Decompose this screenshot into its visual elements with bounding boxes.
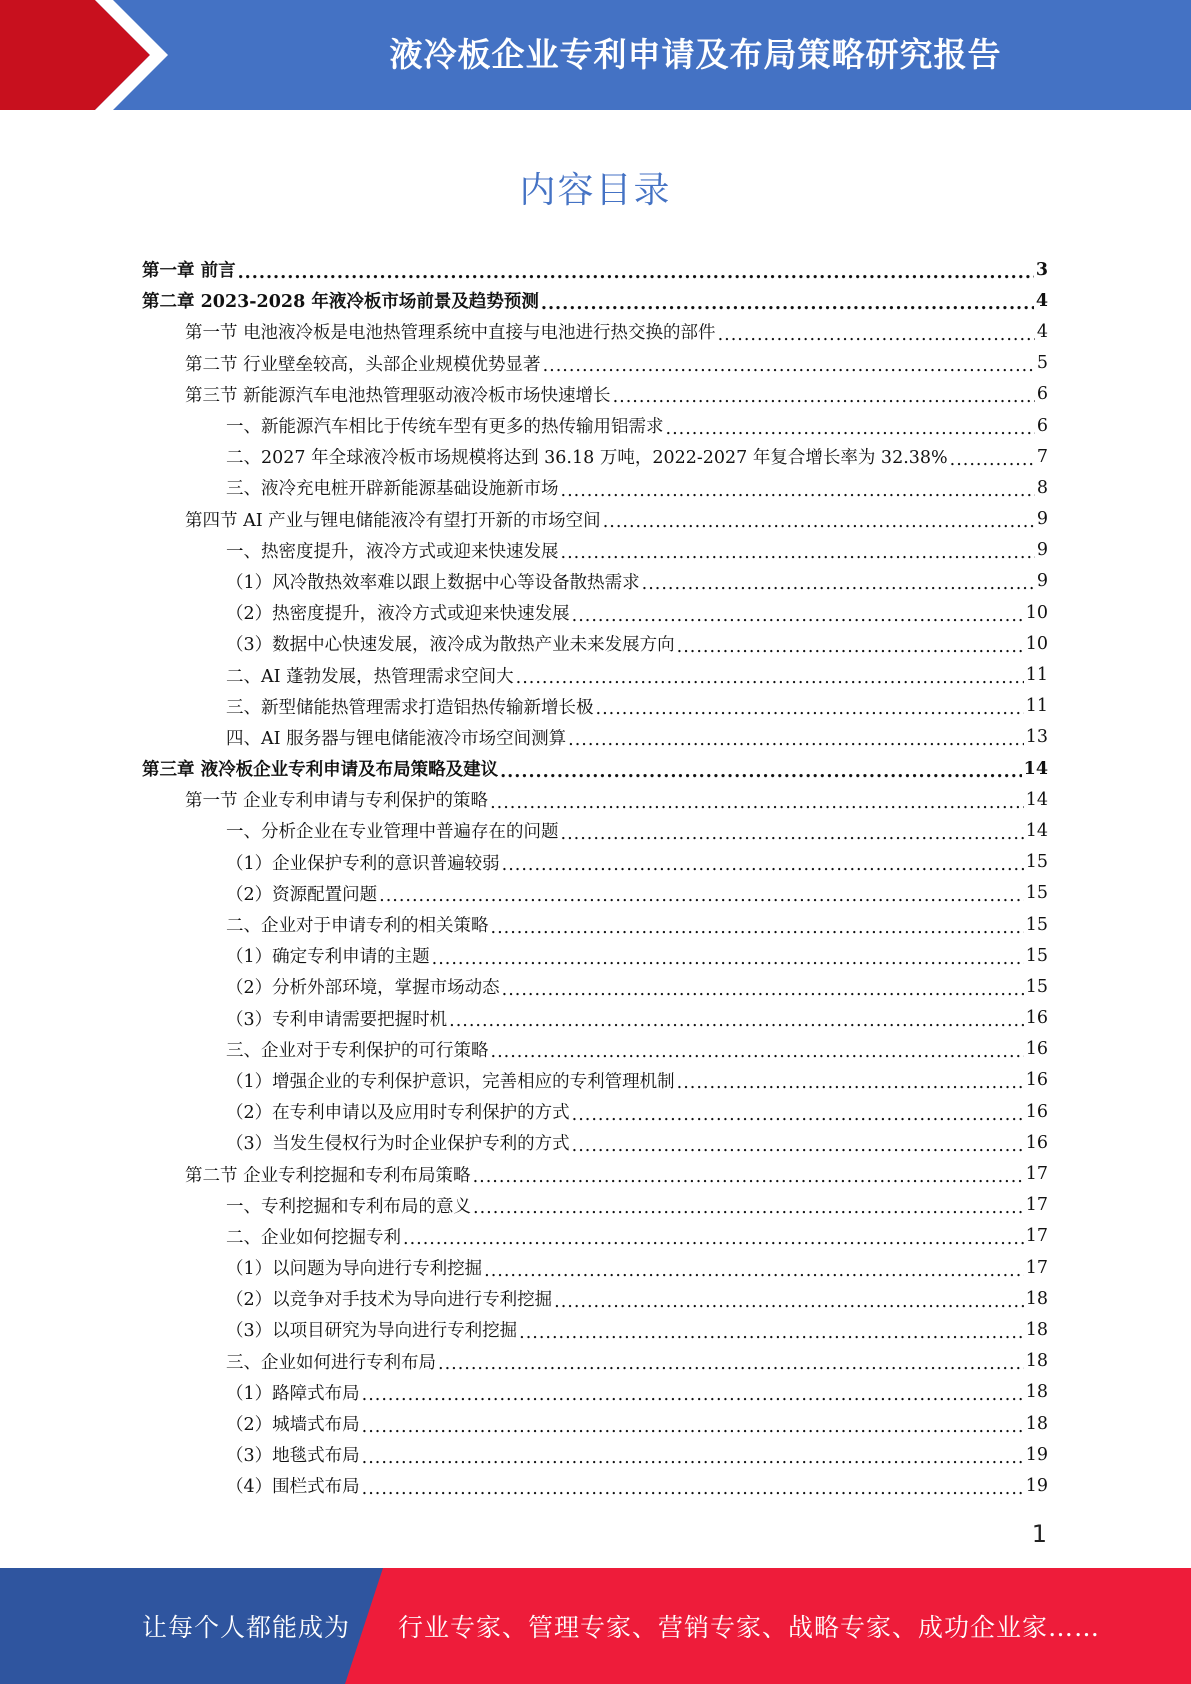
toc-entry-page: 15 [1025, 852, 1048, 873]
toc-entry-page: 9 [1036, 571, 1048, 592]
page-number: 1 [1031, 1520, 1047, 1548]
toc-entry-page: 11 [1025, 665, 1048, 686]
toc-entry-page: 9 [1036, 540, 1048, 561]
toc-entry-text: （3）当发生侵权行为时企业保护专利的方式 [226, 1134, 570, 1155]
toc-entry[interactable] [0, 285, 1191, 316]
toc-entry[interactable] [0, 691, 1191, 722]
footer-slogan-left: 让每个人都能成为 [142, 1613, 351, 1642]
toc-entry-text: （1）路障式布局 [226, 1383, 360, 1404]
toc-entry[interactable] [0, 1439, 1191, 1470]
toc-leader-dots [502, 855, 1024, 875]
toc-entry-page: 16 [1025, 1070, 1048, 1091]
toc-entry[interactable] [0, 1158, 1191, 1189]
toc-leader-dots [473, 1198, 1024, 1218]
toc-entry-text: 三、企业对于专利保护的可行策略 [226, 1040, 489, 1061]
toc-leader-dots [613, 387, 1035, 407]
toc-leader-dots [238, 263, 1034, 283]
toc-entry-text: 二、2027 年全球液冷板市场规模将达到 36.18 万吨，2022-2027 年复合增长率为 32.38% [226, 448, 948, 469]
toc-entry-page: 16 [1025, 1008, 1048, 1029]
toc-entry[interactable] [0, 815, 1191, 846]
toc-entry[interactable] [0, 1221, 1191, 1252]
toc-entry-text: （3）数据中心快速发展，液冷成为散热产业未来发展方向 [226, 635, 675, 656]
toc-leader-dots [543, 356, 1035, 376]
toc-entry-page: 4 [1036, 321, 1048, 342]
toc-entry-page: 15 [1025, 945, 1048, 966]
toc-entry-page: 15 [1025, 976, 1048, 997]
toc-entry[interactable] [0, 597, 1191, 628]
toc-entry[interactable] [0, 1034, 1191, 1065]
toc-entry-text: 一、分析企业在专业管理中普遍存在的问题 [226, 822, 559, 843]
toc-leader-dots [541, 294, 1034, 314]
toc-entry-page: 6 [1036, 415, 1048, 436]
toc-entry-text: （3）以项目研究为导向进行专利挖掘 [226, 1321, 518, 1342]
toc-entry-page: 18 [1025, 1413, 1048, 1434]
toc-entry-page: 17 [1025, 1257, 1048, 1278]
toc-entry[interactable] [0, 722, 1191, 753]
toc-entry[interactable] [0, 316, 1191, 347]
toc-entry-page: 5 [1036, 353, 1048, 374]
toc-leader-dots [519, 1323, 1024, 1343]
footer-banner [0, 1568, 1191, 1684]
toc-entry-page: 16 [1025, 1101, 1048, 1122]
toc-leader-dots [572, 606, 1024, 626]
toc-leader-dots [596, 699, 1024, 719]
toc-entry-page: 19 [1025, 1444, 1048, 1465]
toc-entry-text: （3）地毯式布局 [226, 1446, 360, 1467]
toc-entry[interactable] [0, 379, 1191, 410]
toc-entry[interactable] [0, 1003, 1191, 1034]
toc-leader-dots [438, 1354, 1024, 1374]
toc-entry[interactable] [0, 909, 1191, 940]
toc-entry-text: 第三章 液冷板企业专利申请及布局策略及建议 [142, 760, 499, 781]
toc-entry[interactable] [0, 971, 1191, 1002]
toc-entry[interactable] [0, 1470, 1191, 1501]
toc-leader-dots [677, 1073, 1024, 1093]
toc-entry-text: 第二章 2023-2028 年液冷板市场前景及趋势预测 [142, 292, 539, 313]
toc-leader-dots [432, 949, 1024, 969]
toc-leader-dots [500, 762, 1022, 782]
footer-slogan-right: 行业专家、管理专家、营销专家、战略专家、成功企业家…… [398, 1613, 1101, 1642]
toc-leader-dots [572, 1136, 1024, 1156]
toc-entry[interactable] [0, 1408, 1191, 1439]
toc-leader-dots [449, 1011, 1024, 1031]
toc-entry-page: 4 [1035, 290, 1048, 311]
toc-entry[interactable] [0, 628, 1191, 659]
toc-leader-dots [561, 543, 1035, 563]
toc-entry[interactable] [0, 1096, 1191, 1127]
toc-entry-text: （2）资源配置问题 [226, 884, 378, 905]
toc-entry-page: 17 [1025, 1164, 1048, 1185]
toc-entry-text: 三、液冷充电桩开辟新能源基础设施新市场 [226, 479, 559, 500]
toc-entry[interactable] [0, 1127, 1191, 1158]
toc-entry[interactable] [0, 753, 1191, 784]
toc-entry-text: 第一节 企业专利申请与专利保护的策略 [185, 791, 489, 812]
toc-entry-page: 16 [1025, 1132, 1048, 1153]
toc-entry-text: 三、企业如何进行专利布局 [226, 1352, 436, 1373]
toc-leader-dots [603, 512, 1035, 532]
toc-entry-page: 16 [1025, 1039, 1048, 1060]
toc-leader-dots [403, 1229, 1024, 1249]
toc-leader-dots [666, 419, 1035, 439]
toc-entry-text: （2）分析外部环境，掌握市场动态 [226, 978, 500, 999]
toc-entry[interactable] [0, 348, 1191, 379]
toc-entry-text: 第四节 AI 产业与锂电储能液冷有望打开新的市场空间 [185, 510, 601, 531]
toc-entry-page: 9 [1036, 509, 1048, 530]
toc-leader-dots [718, 325, 1035, 345]
toc-entry[interactable] [0, 1346, 1191, 1377]
toc-entry-text: 第三节 新能源汽车电池热管理驱动液冷板市场快速增长 [185, 385, 611, 406]
toc-entry[interactable] [0, 254, 1191, 285]
toc-entry-page: 17 [1025, 1226, 1048, 1247]
toc-leader-dots [572, 1105, 1024, 1125]
toc-entry-text: （1）企业保护专利的意识普遍较弱 [226, 853, 500, 874]
toc-entry-page: 15 [1025, 883, 1048, 904]
toc-entry[interactable] [0, 535, 1191, 566]
toc-entry[interactable] [0, 566, 1191, 597]
toc-leader-dots [642, 574, 1035, 594]
toc-entry-text: 二、AI 蓬勃发展，热管理需求空间大 [226, 666, 514, 687]
toc-entry-page: 7 [1036, 446, 1048, 467]
toc-entry[interactable] [0, 1190, 1191, 1221]
toc-entry-text: （4）围栏式布局 [226, 1477, 360, 1498]
toc-leader-dots [561, 481, 1035, 501]
toc-entry-text: 第一章 前言 [142, 261, 236, 282]
toc-entry-text: （1）风冷散热效率难以跟上数据中心等设备散热需求 [226, 572, 640, 593]
toc-leader-dots [362, 1448, 1024, 1468]
toc-entry-text: （2）以竞争对手技术为导向进行专利挖掘 [226, 1290, 553, 1311]
toc-entry-page: 14 [1023, 758, 1048, 779]
report-title: 液冷板企业专利申请及布局策略研究报告 [389, 34, 1002, 74]
toc-leader-dots [950, 450, 1035, 470]
toc-entry-text: （2）热密度提升，液冷方式或迎来快速发展 [226, 604, 570, 625]
toc-entry[interactable] [0, 847, 1191, 878]
toc-title: 内容目录 [519, 170, 672, 211]
toc-entry-page: 17 [1025, 1195, 1048, 1216]
toc-leader-dots [502, 980, 1024, 1000]
toc-entry[interactable] [0, 1283, 1191, 1314]
toc-entry-page: 13 [1025, 727, 1048, 748]
toc-entry[interactable] [0, 1252, 1191, 1283]
toc-entry-page: 14 [1025, 820, 1048, 841]
toc-entry-text: 一、专利挖掘和专利布局的意义 [226, 1196, 471, 1217]
toc-leader-dots [473, 1167, 1024, 1187]
toc-leader-dots [490, 793, 1024, 813]
toc-entry-text: （1）确定专利申请的主题 [226, 947, 430, 968]
toc-entry-page: 18 [1025, 1351, 1048, 1372]
toc-entry[interactable] [0, 1065, 1191, 1096]
toc-entry-page: 10 [1025, 633, 1048, 654]
toc-leader-dots [362, 1385, 1024, 1405]
header-banner [0, 0, 1191, 110]
toc-leader-dots [362, 1479, 1024, 1499]
toc-leader-dots [561, 824, 1024, 844]
toc-entry-page: 19 [1025, 1475, 1048, 1496]
toc-entry[interactable] [0, 878, 1191, 909]
toc-entry[interactable] [0, 410, 1191, 441]
toc-entry-page: 18 [1025, 1319, 1048, 1340]
toc-leader-dots [484, 1261, 1024, 1281]
toc-leader-dots [379, 886, 1024, 906]
toc-entry-text: （3）专利申请需要把握时机 [226, 1009, 448, 1030]
toc-entry-page: 18 [1025, 1288, 1048, 1309]
toc-leader-dots [491, 918, 1024, 938]
toc-entry-text: 四、AI 服务器与锂电储能液冷市场空间测算 [226, 728, 567, 749]
toc-entry[interactable] [0, 1314, 1191, 1345]
toc-entry-page: 11 [1025, 696, 1048, 717]
toc-entry-page: 15 [1025, 914, 1048, 935]
toc-leader-dots [554, 1292, 1024, 1312]
toc-entry-page: 8 [1036, 477, 1048, 498]
toc-leader-dots [568, 730, 1024, 750]
toc-entry[interactable] [0, 441, 1191, 472]
toc-entry[interactable] [0, 472, 1191, 503]
toc-entry-page: 18 [1025, 1382, 1048, 1403]
toc-entry-text: （2）在专利申请以及应用时专利保护的方式 [226, 1103, 570, 1124]
toc-entry-text: 一、新能源汽车相比于传统车型有更多的热传输用铝需求 [226, 417, 664, 438]
toc-entry-text: 二、企业如何挖掘专利 [226, 1227, 401, 1248]
toc-entry-text: 第二节 企业专利挖掘和专利布局策略 [185, 1165, 471, 1186]
toc-entry-page: 10 [1025, 602, 1048, 623]
toc-entry-text: 第一节 电池液冷板是电池热管理系统中直接与电池进行热交换的部件 [185, 323, 716, 344]
toc-entry-text: （1）增强企业的专利保护意识，完善相应的专利管理机制 [226, 1071, 675, 1092]
toc-leader-dots [677, 637, 1024, 657]
toc-entry-page: 3 [1035, 259, 1048, 280]
toc-entry-text: （2）城墙式布局 [226, 1415, 360, 1436]
toc-entry-text: 三、新型储能热管理需求打造铝热传输新增长极 [226, 697, 594, 718]
toc-entry[interactable] [0, 504, 1191, 535]
toc-leader-dots [491, 1042, 1024, 1062]
toc-entry[interactable] [0, 659, 1191, 690]
toc-entry[interactable] [0, 1377, 1191, 1408]
toc-leader-dots [516, 668, 1024, 688]
toc-entry-page: 14 [1025, 789, 1048, 810]
toc-list [0, 254, 1191, 1502]
toc-entry-text: （1）以问题为导向进行专利挖掘 [226, 1259, 483, 1280]
toc-leader-dots [362, 1417, 1024, 1437]
toc-entry[interactable] [0, 940, 1191, 971]
toc-entry-page: 6 [1036, 384, 1048, 405]
toc-entry-text: 一、热密度提升，液冷方式或迎来快速发展 [226, 541, 559, 562]
toc-entry-text: 二、企业对于申请专利的相关策略 [226, 916, 489, 937]
toc-entry[interactable] [0, 784, 1191, 815]
toc-entry-text: 第二节 行业壁垒较高，头部企业规模优势显著 [185, 354, 541, 375]
